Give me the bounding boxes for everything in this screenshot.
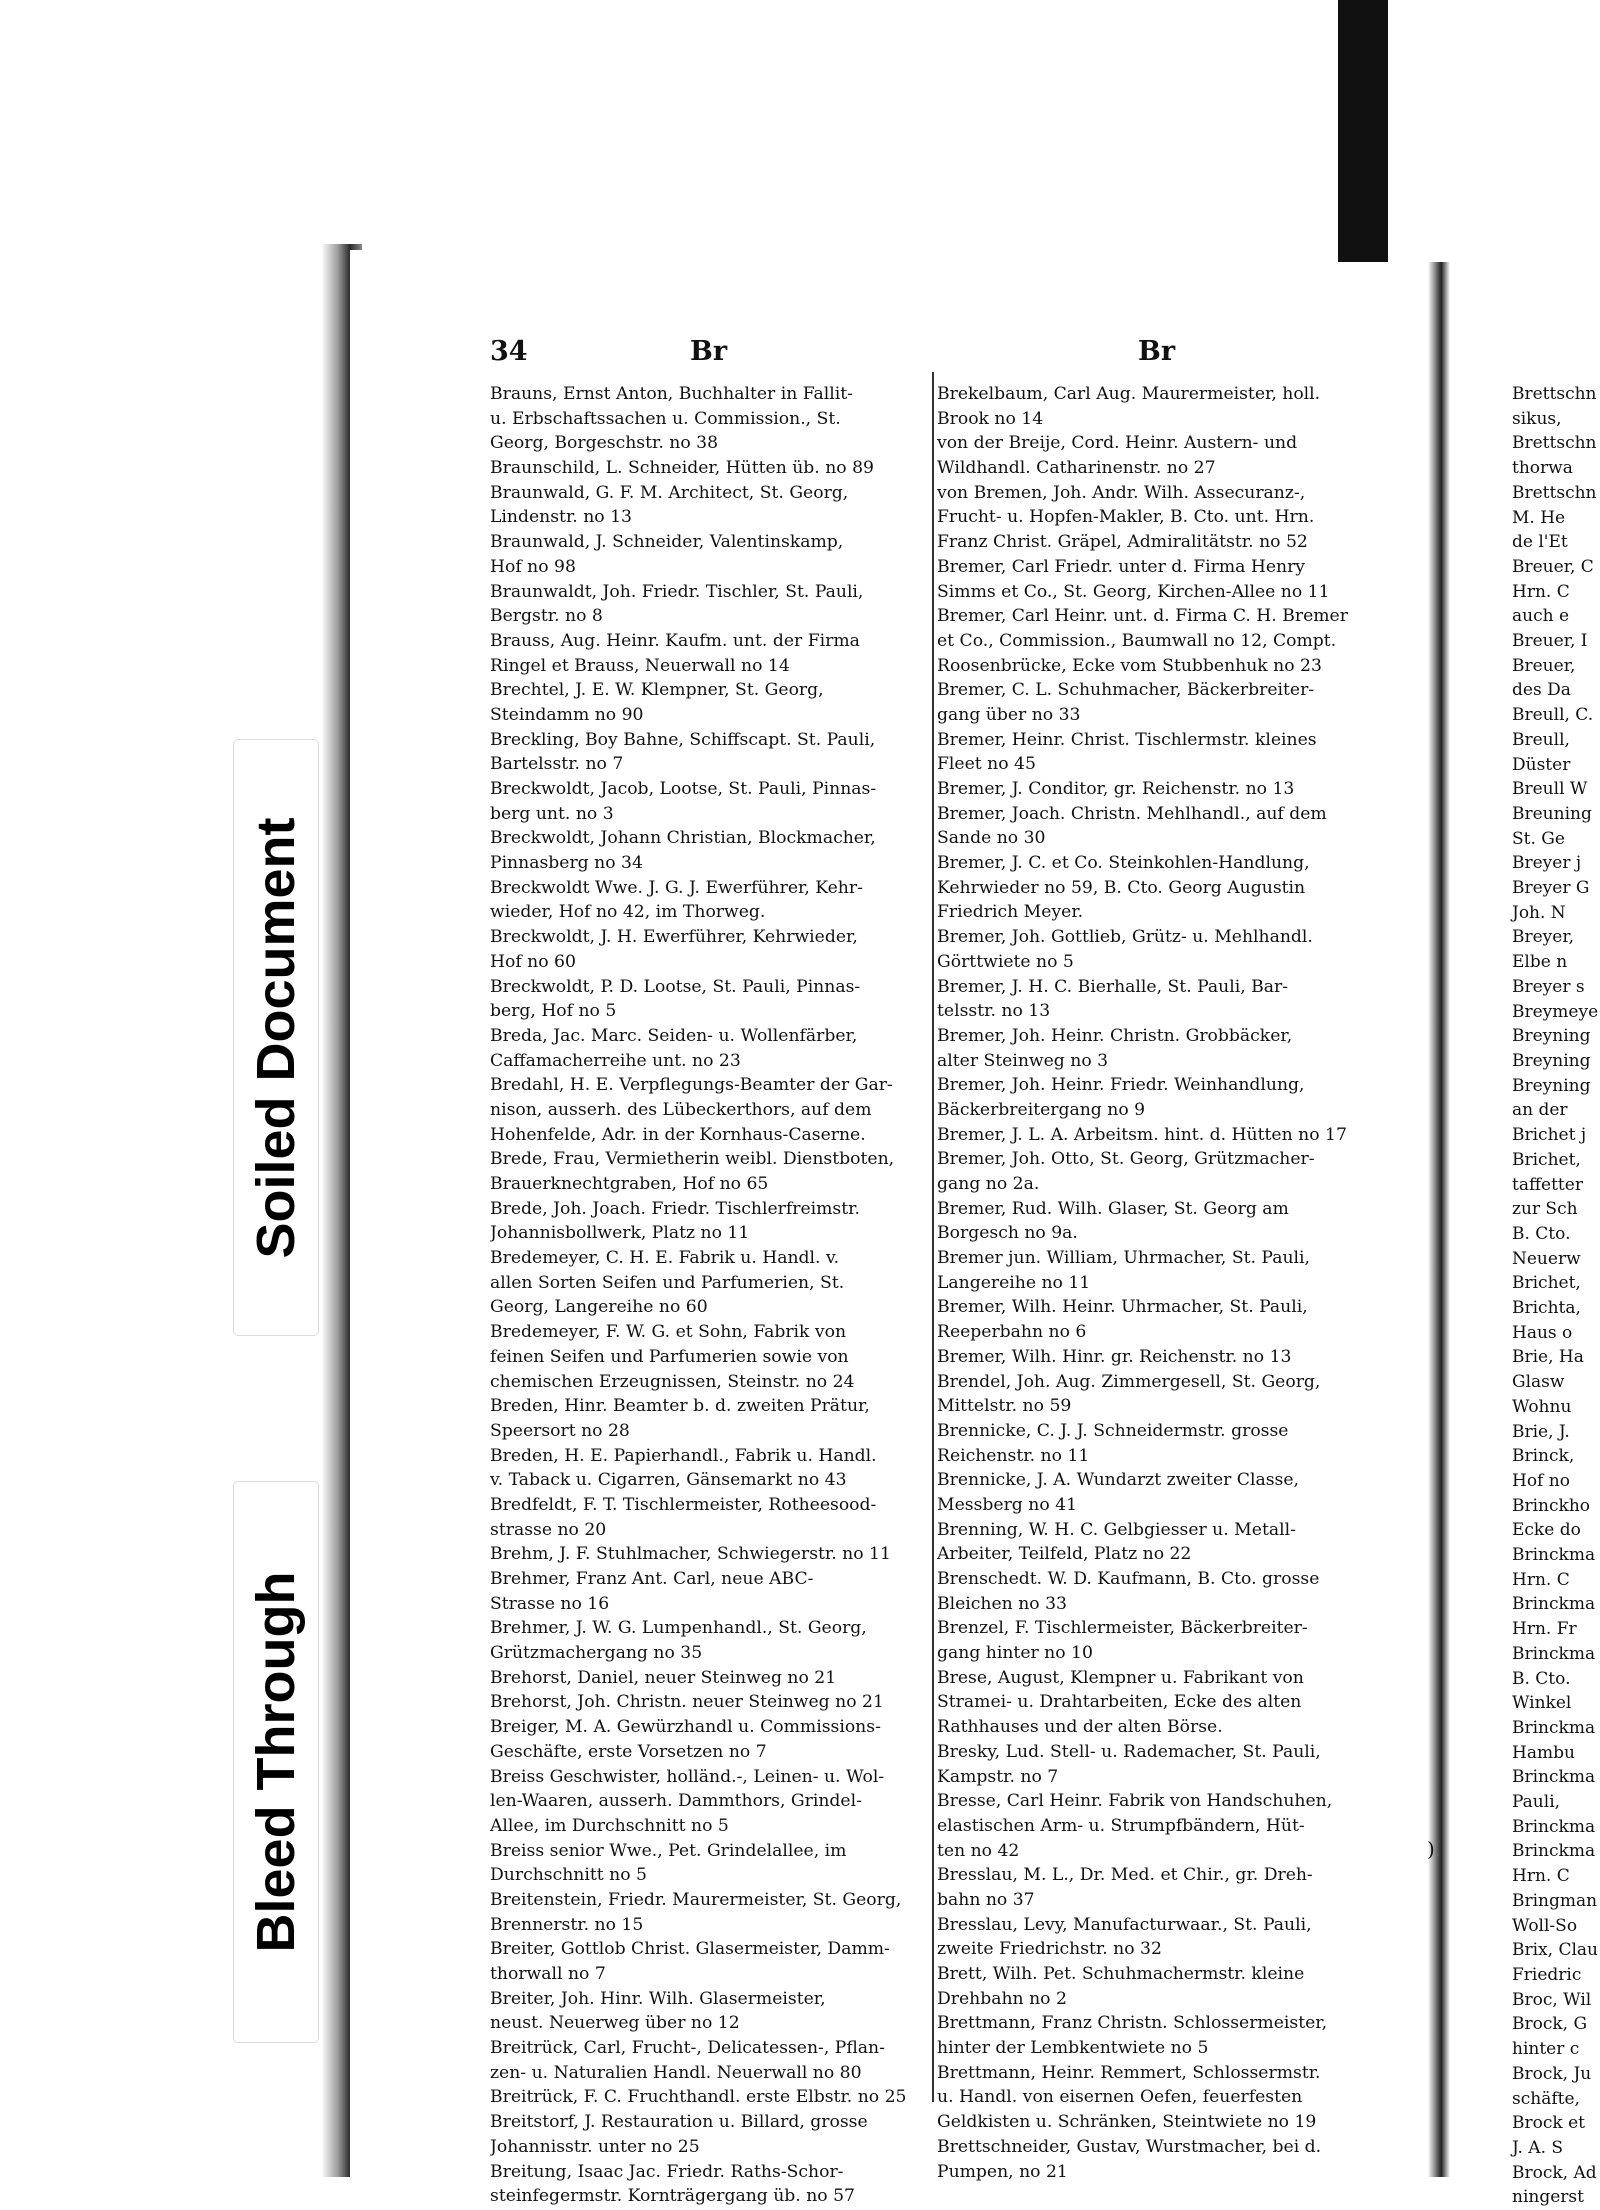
directory-line: Bartelsstr. no 7 bbox=[490, 754, 624, 775]
directory-line: thorwa bbox=[1512, 458, 1573, 479]
directory-line: Bredemeyer, C. H. E. Fabrik u. Handl. v. bbox=[490, 1248, 840, 1269]
directory-line: Bremer, Rud. Wilh. Glaser, St. Georg am bbox=[937, 1198, 1289, 1219]
directory-line: Bremer, J. C. et Co. Steinkohlen-Handlung, bbox=[937, 853, 1310, 874]
directory-line: Brock, Ju bbox=[1512, 2063, 1592, 2084]
directory-line: Woll-So bbox=[1512, 1915, 1578, 1936]
directory-line: Brinckma bbox=[1512, 1767, 1596, 1788]
directory-line: Bremer, Joh. Otto, St. Georg, Grützmacher- bbox=[937, 1149, 1315, 1170]
left-heading: Br bbox=[690, 336, 728, 367]
directory-line: Braunwald, J. Schneider, Valentinskamp, bbox=[490, 532, 844, 553]
directory-line: Brettmann, Franz Christn. Schlossermeister, bbox=[937, 2013, 1328, 2034]
directory-line: Breyning bbox=[1512, 1075, 1591, 1096]
directory-line: Steindamm no 90 bbox=[490, 704, 644, 725]
directory-line: Glasw bbox=[1512, 1372, 1565, 1393]
directory-line: Brinckma bbox=[1512, 1841, 1596, 1862]
directory-line: Borgesch no 9a. bbox=[937, 1223, 1078, 1244]
directory-line: Breckwoldt, J. H. Ewerführer, Kehrwieder, bbox=[490, 927, 858, 948]
directory-line: Bremer, Joh. Gottlieb, Grütz- u. Mehlhandl. bbox=[937, 927, 1313, 948]
directory-line: Kehrwieder no 59, B. Cto. Georg Augustin bbox=[937, 877, 1306, 898]
directory-line: Brettschn bbox=[1512, 384, 1597, 404]
soiled-document-label bbox=[234, 740, 318, 1335]
directory-line: Breitrück, F. C. Fruchthandl. erste Elbstr. no 25 bbox=[490, 2087, 907, 2108]
directory-line: Fleet no 45 bbox=[937, 754, 1036, 775]
directory-line: taffetter bbox=[1512, 1174, 1583, 1195]
directory-line: Braunwaldt, Joh. Friedr. Tischler, St. Pauli, bbox=[490, 581, 864, 602]
directory-line: Brehorst, Daniel, neuer Steinweg no 21 bbox=[490, 1667, 837, 1688]
directory-line: telsstr. no 13 bbox=[937, 1001, 1051, 1022]
directory-line: Hof no 60 bbox=[490, 951, 576, 972]
directory-line: Brinckma bbox=[1512, 1594, 1596, 1615]
directory-line: len-Waaren, ausserh. Dammthors, Grindel- bbox=[490, 1791, 862, 1812]
directory-line: Hohenfelde, Adr. in der Kornhaus-Caserne. bbox=[490, 1124, 866, 1145]
directory-line: Brede, Joh. Joach. Friedr. Tischlerfreimstr. bbox=[490, 1198, 860, 1219]
directory-line: elastischen Arm- u. Strumpfbändern, Hüt- bbox=[937, 1815, 1305, 1836]
page-number: 34 bbox=[490, 336, 528, 367]
directory-line: Bremer, Joh. Heinr. Christn. Grobbäcker, bbox=[937, 1025, 1293, 1046]
directory-line: Brenschedt. W. D. Kaufmann, B. Cto. grosse bbox=[937, 1569, 1320, 1589]
directory-line: u. Erbschaftssachen u. Commission., St. bbox=[490, 408, 841, 429]
dark-edge bbox=[1338, 0, 1388, 262]
right-heading: Br bbox=[1138, 336, 1176, 367]
directory-column-left bbox=[490, 382, 930, 2209]
directory-line: zur Sch bbox=[1512, 1199, 1578, 1220]
directory-line: Bergstr. no 8 bbox=[490, 606, 603, 627]
directory-line: Brauerknechtgraben, Hof no 65 bbox=[490, 1174, 769, 1194]
directory-line: Durchschnitt no 5 bbox=[490, 1865, 647, 1886]
directory-line: Breiss Geschwister, holländ.-, Leinen- u. Wol- bbox=[490, 1766, 885, 1787]
directory-line: Friedric bbox=[1512, 1965, 1582, 1985]
directory-line: Breuer, C bbox=[1512, 556, 1594, 577]
directory-line: Hrn. Fr bbox=[1512, 1619, 1577, 1640]
directory-line: auch e bbox=[1512, 606, 1570, 627]
directory-line: ningerst bbox=[1512, 2187, 1584, 2208]
directory-line: Haus o bbox=[1512, 1322, 1573, 1343]
directory-line: Brook no 14 bbox=[937, 408, 1044, 429]
directory-line: Bresse, Carl Heinr. Fabrik von Handschuhen, bbox=[937, 1791, 1333, 1812]
directory-line: M. He bbox=[1512, 507, 1566, 528]
ink-mark: ) bbox=[1427, 1837, 1435, 1861]
directory-line: Pauli, bbox=[1512, 1792, 1561, 1813]
directory-line: Ringel et Brauss, Neuerwall no 14 bbox=[490, 655, 790, 676]
directory-line: Brenning, W. H. C. Gelbgiesser u. Metall- bbox=[937, 1519, 1296, 1540]
directory-line: Braunwald, G. F. M. Architect, St. Georg, bbox=[490, 482, 849, 503]
directory-line: Johannisstr. unter no 25 bbox=[490, 2136, 700, 2157]
directory-line: Breyning bbox=[1512, 1050, 1591, 1071]
directory-line: Bremer, J. L. A. Arbeitsm. hint. d. Hütten no 17 bbox=[937, 1124, 1347, 1145]
directory-line: Brettschn bbox=[1512, 433, 1597, 454]
directory-line: Bremer, J. Conditor, gr. Reichenstr. no 13 bbox=[937, 779, 1295, 799]
directory-line: Brennerstr. no 15 bbox=[490, 1914, 644, 1935]
directory-line: Brauss, Aug. Heinr. Kaufm. unt. der Firma bbox=[490, 630, 860, 651]
directory-line: Brauns, Ernst Anton, Buchhalter in Fallit- bbox=[490, 384, 853, 404]
directory-line: Breyer s bbox=[1512, 976, 1585, 997]
directory-line: Ecke do bbox=[1512, 1520, 1581, 1541]
directory-line: neust. Neuerweg über no 12 bbox=[490, 2013, 740, 2034]
directory-line: Brix, Clau bbox=[1512, 1940, 1598, 1961]
directory-line: Brettschneider, Gustav, Wurstmacher, bei d. bbox=[937, 2136, 1322, 2157]
directory-line: zen- u. Naturalien Handl. Neuerwall no 80 bbox=[490, 2062, 862, 2083]
directory-line: gang über no 33 bbox=[937, 704, 1081, 725]
directory-line: hinter der Lembkentwiete no 5 bbox=[937, 2038, 1209, 2059]
directory-line: Roosenbrücke, Ecke vom Stubbenhuk no 23 bbox=[937, 655, 1322, 676]
directory-line: Breull, C. bbox=[1512, 705, 1594, 726]
directory-line: Breckwoldt Wwe. J. G. J. Ewerführer, Kehr- bbox=[490, 877, 863, 898]
directory-line: Breull, bbox=[1512, 729, 1570, 750]
directory-line: Reichenstr. no 11 bbox=[937, 1445, 1090, 1466]
directory-line: Breiter, Joh. Hinr. Wilh. Glasermeister, bbox=[490, 1988, 826, 2009]
directory-line: von der Breije, Cord. Heinr. Austern- und bbox=[937, 433, 1298, 454]
directory-line: Drehbahn no 2 bbox=[937, 1988, 1067, 2009]
directory-line: Breyer G bbox=[1512, 878, 1590, 899]
directory-line: Kampstr. no 7 bbox=[937, 1766, 1059, 1787]
directory-line: Brehm, J. F. Stuhlmacher, Schwiegerstr. no 11 bbox=[490, 1544, 891, 1565]
directory-line: Joh. N bbox=[1512, 902, 1566, 923]
directory-line: ten no 42 bbox=[937, 1840, 1020, 1861]
directory-line: Brinckma bbox=[1512, 1545, 1596, 1566]
directory-line: Bremer, C. L. Schuhmacher, Bäckerbreiter- bbox=[937, 680, 1315, 701]
directory-line: Breckling, Boy Bahne, Schiffscapt. St. Pauli, bbox=[490, 729, 876, 750]
directory-line: Hof no 98 bbox=[490, 556, 576, 577]
directory-line: Breitstorf, J. Restauration u. Billard, grosse bbox=[490, 2112, 868, 2133]
directory-line: Düster bbox=[1512, 754, 1571, 775]
directory-line: Strasse no 16 bbox=[490, 1593, 610, 1614]
directory-line: Bremer, Wilh. Heinr. Uhrmacher, St. Pauli, bbox=[937, 1297, 1308, 1318]
directory-line: Brock et bbox=[1512, 2113, 1585, 2134]
directory-line: Brock, Ad bbox=[1512, 2162, 1597, 2183]
directory-line: zweite Friedrichstr. no 32 bbox=[937, 1939, 1162, 1960]
directory-line: Brie, J. bbox=[1512, 1421, 1570, 1442]
directory-line: Breiss senior Wwe., Pet. Grindelallee, im bbox=[490, 1840, 847, 1861]
directory-line: Pinnasberg no 34 bbox=[490, 853, 643, 874]
directory-line: berg, Hof no 5 bbox=[490, 1001, 617, 1022]
directory-line: Breckwoldt, Jacob, Lootse, St. Pauli, Pinnas- bbox=[490, 779, 877, 799]
directory-line: Mittelstr. no 59 bbox=[937, 1396, 1072, 1417]
directory-line: Breiter, Gottlob Christ. Glasermeister, Damm- bbox=[490, 1939, 890, 1960]
directory-line: Breitrück, Carl, Frucht-, Delicatessen-, Pflan- bbox=[490, 2038, 885, 2059]
directory-line: Langereihe no 11 bbox=[937, 1272, 1091, 1293]
directory-line: gang hinter no 10 bbox=[937, 1643, 1093, 1664]
directory-line: Brennicke, C. J. J. Schneidermstr. grosse bbox=[937, 1420, 1289, 1441]
directory-line: B. Cto. bbox=[1512, 1668, 1571, 1689]
column-divider bbox=[932, 372, 934, 2102]
directory-line: Broc, Wil bbox=[1512, 1989, 1592, 2010]
directory-line: Breymeye bbox=[1512, 1001, 1599, 1022]
directory-line: Brock, G bbox=[1512, 2014, 1588, 2035]
directory-line: Simms et Co., St. Georg, Kirchen-Allee no 11 bbox=[937, 581, 1330, 602]
directory-line: Bremer, Carl Friedr. unter d. Firma Henry bbox=[937, 556, 1306, 577]
directory-line: Breyning bbox=[1512, 1026, 1591, 1047]
directory-line: Bresky, Lud. Stell- u. Rademacher, St. Pauli, bbox=[937, 1741, 1321, 1762]
directory-line: feinen Seifen und Parfumerien sowie von bbox=[490, 1346, 849, 1367]
directory-line: Brennicke, J. A. Wundarzt zweiter Classe, bbox=[937, 1470, 1299, 1491]
directory-line: Brinck, bbox=[1512, 1446, 1575, 1467]
directory-line: Breda, Jac. Marc. Seiden- u. Wollenfärber, bbox=[490, 1025, 858, 1046]
directory-line: Breitung, Isaac Jac. Friedr. Raths-Schor- bbox=[490, 2161, 844, 2182]
directory-line: Brie, Ha bbox=[1512, 1347, 1584, 1368]
directory-line: bahn no 37 bbox=[937, 1889, 1035, 1910]
directory-line: u. Handl. von eisernen Oefen, feuerfesten bbox=[937, 2087, 1303, 2108]
directory-line: v. Taback u. Cigarren, Gänsemarkt no 43 bbox=[490, 1470, 847, 1491]
directory-line: Breckwoldt, Johann Christian, Blockmacher, bbox=[490, 828, 876, 849]
directory-line: Hof no bbox=[1512, 1470, 1570, 1491]
directory-line: Geschäfte, erste Vorsetzen no 7 bbox=[490, 1741, 767, 1762]
directory-line: Brekelbaum, Carl Aug. Maurermeister, holl. bbox=[937, 384, 1321, 404]
directory-line: Lindenstr. no 13 bbox=[490, 507, 632, 528]
directory-line: Braunschild, L. Schneider, Hütten üb. no 89 bbox=[490, 458, 874, 479]
directory-line: Winkel bbox=[1512, 1693, 1572, 1714]
directory-line: Brede, Frau, Vermietherin weibl. Dienstboten, bbox=[490, 1149, 895, 1170]
directory-line: Breuer, bbox=[1512, 655, 1576, 676]
directory-line: Bredfeldt, F. T. Tischlermeister, Rotheesood- bbox=[490, 1494, 877, 1515]
directory-line: Hrn. C bbox=[1512, 1569, 1570, 1590]
directory-line: Friedrich Meyer. bbox=[937, 902, 1084, 923]
directory-line: Brinckho bbox=[1512, 1495, 1591, 1516]
directory-line: Bremer jun. William, Uhrmacher, St. Pauli, bbox=[937, 1248, 1310, 1269]
directory-line: Görttwiete no 5 bbox=[937, 951, 1074, 972]
directory-line: chemischen Erzeugnissen, Steinstr. no 24 bbox=[490, 1371, 855, 1392]
next-page-column bbox=[1512, 382, 1600, 2210]
directory-line: Rathhauses und der alten Börse. bbox=[937, 1717, 1223, 1738]
directory-line: Georg, Langereihe no 60 bbox=[490, 1297, 708, 1318]
directory-line: Bleichen no 33 bbox=[937, 1593, 1067, 1614]
directory-line: Bremer, Joh. Heinr. Friedr. Weinhandlung, bbox=[937, 1075, 1305, 1096]
directory-line: Allee, im Durchschnitt no 5 bbox=[490, 1815, 729, 1836]
directory-line: Brettmann, Heinr. Remmert, Schlossermstr. bbox=[937, 2062, 1321, 2083]
directory-line: Geldkisten u. Schränken, Steintwiete no 19 bbox=[937, 2112, 1317, 2133]
directory-line: J. A. S bbox=[1512, 2137, 1564, 2158]
directory-line: Stramei- u. Drahtarbeiten, Ecke des alten bbox=[937, 1692, 1302, 1713]
directory-column-right bbox=[937, 382, 1377, 2184]
directory-line: Frucht- u. Hopfen-Makler, B. Cto. unt. Hrn. bbox=[937, 507, 1315, 528]
directory-line: Bremer, Carl Heinr. unt. d. Firma C. H. Bremer bbox=[937, 606, 1348, 627]
directory-line: Sande no 30 bbox=[937, 828, 1046, 849]
directory-line: Brehorst, Joh. Christn. neuer Steinweg no 21 bbox=[490, 1692, 884, 1713]
directory-line: Bremer, Heinr. Christ. Tischlermstr. kleines bbox=[937, 729, 1317, 750]
directory-line: Bresslau, Levy, Manufacturwaar., St. Pauli, bbox=[937, 1914, 1312, 1935]
directory-line: Caffamacherreihe unt. no 23 bbox=[490, 1050, 741, 1071]
directory-line: gang no 2a. bbox=[937, 1174, 1040, 1194]
directory-line: von Bremen, Joh. Andr. Wilh. Assecuranz-, bbox=[937, 482, 1306, 503]
directory-line: sikus, bbox=[1512, 408, 1562, 429]
directory-line: Arbeiter, Teilfeld, Platz no 22 bbox=[937, 1544, 1192, 1565]
directory-line: Breyer j bbox=[1512, 853, 1582, 874]
directory-line: Brehmer, Franz Ant. Carl, neue ABC- bbox=[490, 1569, 814, 1589]
directory-line: Brichet, bbox=[1512, 1149, 1581, 1170]
directory-line: berg unt. no 3 bbox=[490, 803, 614, 824]
directory-line: Brett, Wilh. Pet. Schuhmachermstr. kleine bbox=[937, 1964, 1305, 1984]
directory-line: schäfte, bbox=[1512, 2088, 1580, 2109]
directory-line: hinter c bbox=[1512, 2039, 1580, 2060]
directory-line: Messberg no 41 bbox=[937, 1494, 1078, 1515]
directory-line: Bringman bbox=[1512, 1890, 1598, 1911]
directory-line: Brinckma bbox=[1512, 1816, 1596, 1837]
directory-line: nison, ausserh. des Lübeckerthors, auf dem bbox=[490, 1099, 872, 1120]
directory-line: Wohnu bbox=[1512, 1396, 1572, 1417]
directory-line: Breyer, bbox=[1512, 927, 1575, 948]
directory-line: B. Cto. bbox=[1512, 1223, 1571, 1244]
directory-line: Breuer, I bbox=[1512, 631, 1588, 652]
directory-line: et Co., Commission., Baumwall no 12, Compt. bbox=[937, 630, 1337, 651]
directory-line: Reeperbahn no 6 bbox=[937, 1322, 1087, 1343]
directory-line: Georg, Borgeschstr. no 38 bbox=[490, 433, 719, 454]
directory-line: Brenzel, F. Tischlermeister, Bäckerbreiter- bbox=[937, 1618, 1308, 1639]
directory-line: Brichet j bbox=[1512, 1125, 1587, 1146]
directory-line: Brehmer, J. W. G. Lumpenhandl., St. Georg, bbox=[490, 1618, 867, 1639]
directory-line: Franz Christ. Gräpel, Admiralitätstr. no 52 bbox=[937, 532, 1308, 553]
directory-line: Breitenstein, Friedr. Maurermeister, St. Georg, bbox=[490, 1889, 902, 1910]
directory-line: Brinckma bbox=[1512, 1717, 1596, 1738]
directory-line: Hrn. C bbox=[1512, 1866, 1570, 1887]
directory-line: Brettschn bbox=[1512, 482, 1597, 503]
bleed-through-label bbox=[234, 1482, 318, 2042]
directory-line: Grützmachergang no 35 bbox=[490, 1643, 703, 1664]
directory-line: Breden, H. E. Papierhandl., Fabrik u. Handl. bbox=[490, 1445, 877, 1466]
directory-line: Hambu bbox=[1512, 1742, 1575, 1763]
directory-line: Brichta, bbox=[1512, 1298, 1581, 1319]
directory-line: Brinckma bbox=[1512, 1643, 1596, 1664]
directory-line: Pumpen, no 21 bbox=[937, 2161, 1068, 2182]
soiled-document-text: Soiled Document bbox=[246, 816, 306, 1259]
directory-line: Elbe n bbox=[1512, 952, 1568, 973]
directory-line: Brese, August, Klempner u. Fabrikant von bbox=[937, 1667, 1304, 1688]
directory-line: Bredemeyer, F. W. G. et Sohn, Fabrik von bbox=[490, 1322, 847, 1343]
directory-line: Hrn. C bbox=[1512, 581, 1570, 602]
directory-line: Breuning bbox=[1512, 803, 1592, 824]
directory-line: steinfegermstr. Kornträgergang üb. no 57 bbox=[490, 2186, 855, 2207]
directory-line: Breiger, M. A. Gewürzhandl u. Commissions- bbox=[490, 1717, 881, 1738]
directory-line: Bredahl, H. E. Verpflegungs-Beamter der Gar- bbox=[490, 1075, 893, 1096]
directory-line: Speersort no 28 bbox=[490, 1420, 630, 1441]
directory-line: Bremer, J. H. C. Bierhalle, St. Pauli, Bar- bbox=[937, 976, 1289, 997]
directory-line: strasse no 20 bbox=[490, 1519, 607, 1540]
directory-line: Brechtel, J. E. W. Klempner, St. Georg, bbox=[490, 680, 824, 701]
directory-line: des Da bbox=[1512, 680, 1571, 701]
page-gutter bbox=[1428, 262, 1450, 2177]
directory-line: Bäckerbreitergang no 9 bbox=[937, 1099, 1146, 1120]
directory-line: Breull W bbox=[1512, 779, 1588, 800]
directory-line: Neuerw bbox=[1512, 1248, 1581, 1269]
directory-line: Brichet, bbox=[1512, 1273, 1581, 1294]
directory-line: St. Ge bbox=[1512, 828, 1565, 849]
directory-line: alter Steinweg no 3 bbox=[937, 1050, 1109, 1071]
directory-line: an der bbox=[1512, 1100, 1568, 1121]
directory-line: Bremer, Joach. Christn. Mehlhandl., auf dem bbox=[937, 803, 1327, 824]
directory-line: thorwall no 7 bbox=[490, 1964, 606, 1984]
directory-line: Bresslau, M. L., Dr. Med. et Chir., gr. Dreh- bbox=[937, 1865, 1313, 1886]
directory-line: wieder, Hof no 42, im Thorweg. bbox=[490, 902, 766, 923]
directory-line: Johannisbollwerk, Platz no 11 bbox=[490, 1223, 750, 1244]
directory-line: Wildhandl. Catharinenstr. no 27 bbox=[937, 458, 1216, 479]
directory-line: de l'Et bbox=[1512, 532, 1568, 553]
directory-line: Breckwoldt, P. D. Lootse, St. Pauli, Pinnas- bbox=[490, 976, 861, 997]
directory-line: Brendel, Joh. Aug. Zimmergesell, St. Georg, bbox=[937, 1371, 1321, 1392]
directory-line: Bremer, Wilh. Hinr. gr. Reichenstr. no 13 bbox=[937, 1346, 1292, 1367]
directory-line: Breden, Hinr. Beamter b. d. zweiten Prätur, bbox=[490, 1396, 870, 1417]
directory-line: allen Sorten Seifen und Parfumerien, St. bbox=[490, 1272, 845, 1293]
bleed-through-text: Bleed Through bbox=[246, 1571, 306, 1953]
